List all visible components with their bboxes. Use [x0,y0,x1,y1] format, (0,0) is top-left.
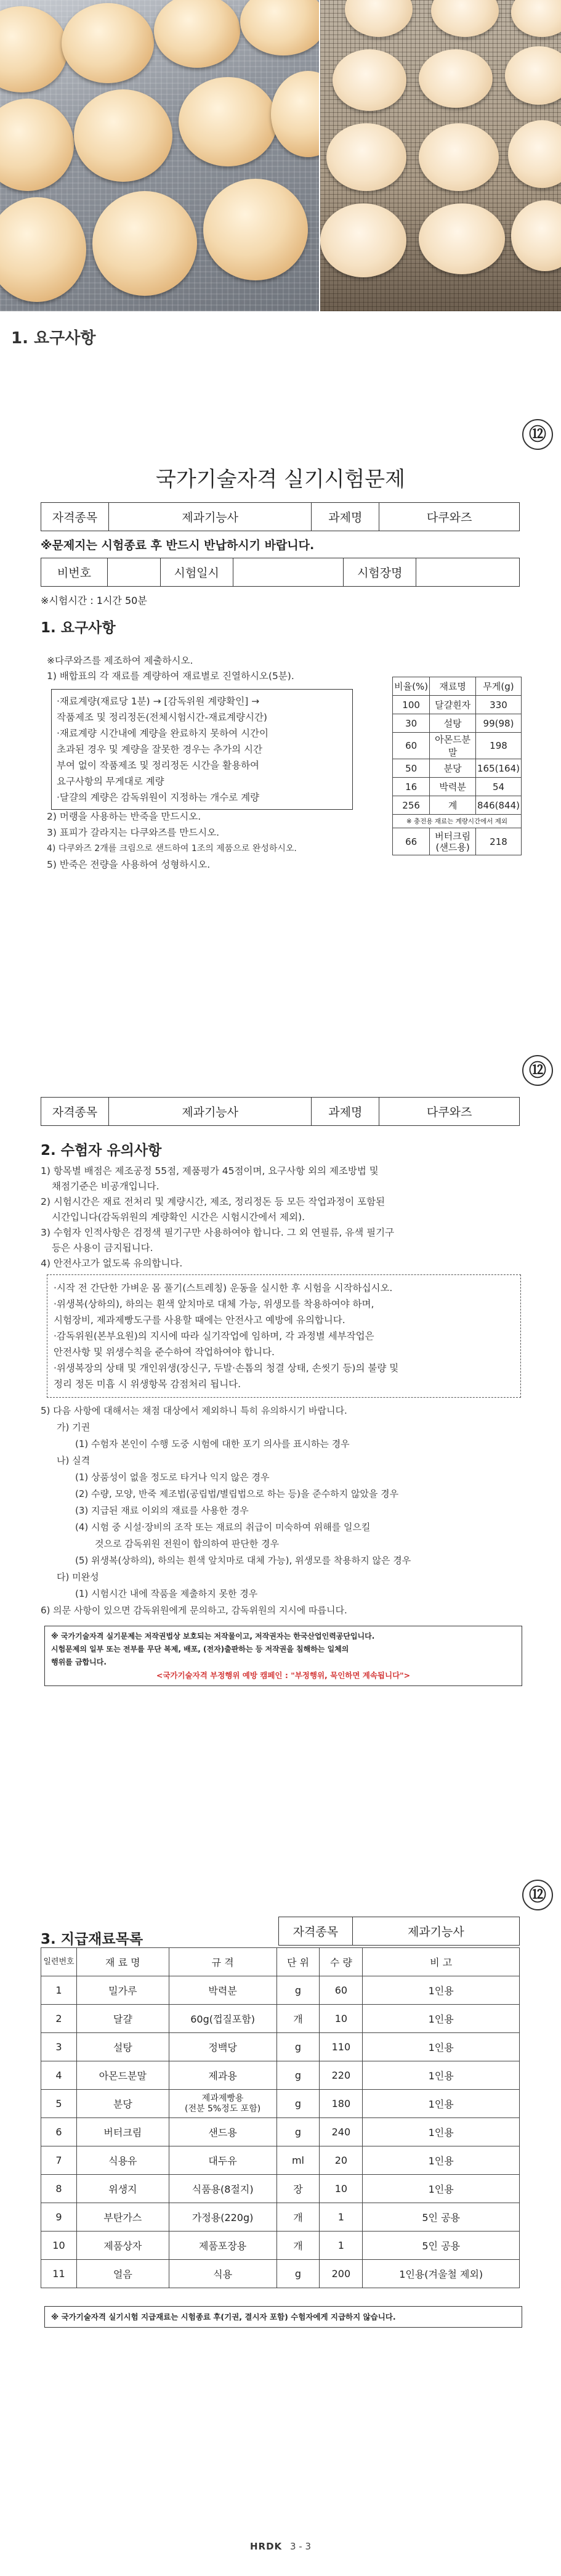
materials-notice: ※ 국가기술자격 실기시험 지급재료는 시험종료 후(기권, 결시자 포함) 수험자에게 지급하지 않습니다. [51,2312,396,2321]
materials-cell: 박력분 [169,1976,276,2005]
copyright-line: 행위를 금합니다. [51,1658,107,1666]
recipe-cell: 100 [393,696,430,714]
number-label: 비번호 [41,558,108,587]
materials-header: 수 량 [320,1948,363,1976]
hrdk-logo: HRDK [249,2541,283,2552]
materials-cell: 1 [320,2203,363,2232]
materials-cell: 설탕 [76,2033,169,2061]
materials-cell: 220 [320,2061,363,2090]
req-box-line: ·달걀의 계량은 감독위원이 지정하는 개수로 계량 [57,792,260,803]
req-item-3: 3) 표피가 갈라지는 다쿠와즈를 만드시오. [47,827,220,838]
materials-cell: 버터크림 [76,2118,169,2146]
field-label: 자격종목 [41,1098,109,1126]
disqualify-line: (5) 위생복(상하의), 하의는 흰색 앞치마로 대체 가능), 위생모를 착용하지 않은 경우 [75,1555,411,1566]
disqualify-line: (2) 수량, 모양, 반죽 제조법(공립법/별립법으로 하는 등)을 준수하지 않았을 경우 [75,1488,399,1499]
materials-cell: 1 [320,2232,363,2260]
task-label: 과제명 [312,1098,379,1126]
photo-strip [0,0,561,311]
materials-cell: 개 [276,2232,320,2260]
req-item-1: 1) 배합표의 각 재료를 계량하여 재료별로 진열하시오(5분). [47,670,294,682]
req-item-4: 4) 다쿠와즈 2개를 크림으로 샌드하여 1조의 제품으로 완성하시오. [47,844,297,854]
caution-line: 시간입니다(감독위원의 계량확인 시간은 시험시간에서 제외). [52,1212,305,1223]
exam-header-table [41,502,520,531]
materials-cell: g [276,2061,320,2090]
materials-cell: g [276,1976,320,2005]
safety-notes-box [47,1274,521,1398]
materials-cell: 10 [41,2232,77,2260]
materials-cell: 정백당 [169,2033,276,2061]
task-value: 다쿠와즈 [379,1098,520,1126]
req-box-line: 초과된 경우 및 계량을 잘못한 경우는 추가의 시간 [57,744,262,755]
materials-cell: 1인용 [363,2033,520,2061]
recipe-cell: 달걀흰자 [430,696,476,714]
materials-cell: 얼음 [76,2260,169,2288]
field-value: 제과기능사 [108,503,312,531]
materials-cell: 장 [276,2175,320,2203]
materials-cell: 1인용 [363,2175,520,2203]
materials-cell: 샌드용 [169,2118,276,2146]
materials-cell: 밀가루 [76,1976,169,2005]
req-intro: ※다쿠와즈를 제조하여 제출하시오. [47,655,193,666]
photo-dacquoise-tray-1 [0,0,319,311]
materials-cell: 8 [41,2175,77,2203]
materials-cell: 10 [320,2005,363,2033]
safety-note-line: 시험장비, 제과제빵도구를 사용할 때에는 안전사고 예방에 유의합니다. [54,1314,345,1326]
id-table [41,558,520,587]
recipe-cell: 버터크림 (샌드용) [430,828,476,855]
materials-cell: 1인용 [363,2090,520,2118]
recipe-cell: 16 [393,778,430,796]
field-label: 자격종목 [279,1917,353,1946]
materials-cell: g [276,2118,320,2146]
materials-cell: 제품포장용 [169,2232,276,2260]
photo-dacquoise-tray-2 [320,0,561,311]
materials-cell: 아몬드분말 [76,2061,169,2090]
materials-cell: 5인 공용 [363,2232,520,2260]
caution-line: 채점기준은 비공개입니다. [52,1181,159,1192]
materials-cell: 3 [41,2033,77,2061]
req-box-line: 요구사항의 무게대로 계량 [57,776,164,787]
recipe-cell: 99(98) [476,714,522,733]
recipe-cell: 설탕 [430,714,476,733]
materials-cell: 11 [41,2260,77,2288]
materials-cell: g [276,2090,320,2118]
caution-line: 1) 항목별 배점은 제조공정 55점, 제품평가 45점이며, 요구사항 외의 제조방법 및 [41,1165,379,1176]
cautions-list [41,1164,394,1271]
materials-cell: g [276,2260,320,2288]
materials-cell: 대두유 [169,2146,276,2175]
footer-page: 3 - 3 [289,2541,311,2552]
materials-cell: 180 [320,2090,363,2118]
copyright-line: ※ 국가기술자격 실기문제는 저작권법상 보호되는 저작물이고, 저작권자는 한국산업인력공단입니다. [51,1632,375,1641]
exam-title: 국가기술자격 실기시험문제 [156,467,405,492]
materials-cell: 제품상자 [76,2232,169,2260]
materials-table [41,1947,520,2288]
req-box-line: 부여 없이 작품제조 및 정리정돈 시간을 활용하여 [57,760,260,771]
caution-line: 3) 수험자 인적사항은 검정색 필기구만 사용하여야 합니다. 그 외 연필류, 유색 필기구 [41,1227,395,1238]
copyright-line: 시험문제의 일부 또는 전부를 무단 복제, 배포, (전자)출판하는 등 저작권을 침해하는 일체의 [51,1645,349,1653]
safety-note-line: ·위생복(상하의), 하의는 흰색 앞치마로 대체 가능, 위생모를 착용하여야 하며, [54,1298,374,1310]
campaign-slogan: <국가기술자격 부정행위 예방 캠페인 : "부정행위, 묵인하면 계속됩니다"> [156,1671,411,1680]
materials-cell: 9 [41,2203,77,2232]
materials-header-table [278,1917,520,1946]
materials-header: 비 고 [363,1948,520,1976]
page-footer [0,2541,561,2552]
materials-cell: 110 [320,2033,363,2061]
materials-cell: 5 [41,2090,77,2118]
materials-cell: 5인 공용 [363,2203,520,2232]
materials-cell: 제과제빵용 (전분 5%정도 포함) [169,2090,276,2118]
materials-cell: 분당 [76,2090,169,2118]
disqualify-list [41,1403,411,1619]
disqualify-line: 다) 미완성 [57,1571,99,1583]
recipe-cell: 54 [476,778,522,796]
disqualify-line: 5) 다음 사항에 대해서는 채점 대상에서 제외하니 특히 유의하시기 바랍니다. [41,1405,347,1416]
disqualify-line: 6) 의문 사항이 있으면 감독위원에게 문의하고, 감독위원의 지시에 따릅니다. [41,1605,347,1616]
place-label: 시험장명 [344,558,416,587]
recipe-cell: 60 [393,733,430,759]
safety-note-line: ·위생복장의 상태 및 개인위생(장신구, 두발·손톱의 청결 상태, 손씻기 등)의 불량 및 [54,1363,399,1374]
materials-cell: 개 [276,2203,320,2232]
materials-header: 일련번호 [41,1948,77,1976]
materials-cell: 1인용 [363,2061,520,2090]
req-item-5: 5) 반죽은 전량을 사용하여 성형하시오. [47,859,211,870]
section-heading-requirements: 1. 요구사항 [11,329,96,348]
time-limit: ※시험시간 : 1시간 50분 [41,595,147,606]
materials-cell: 1인용 [363,2146,520,2175]
caution-line: 2) 시험시간은 재료 전처리 및 계량시간, 제조, 정리정돈 등 모든 작업과정이 포함된 [41,1196,385,1207]
req-box-line: ·재료계량 시간내에 계량을 완료하지 못하여 시간이 [57,728,268,739]
materials-cell: 60g(껍질포함) [169,2005,276,2033]
recipe-header: 무게(g) [476,677,522,696]
date-value[interactable] [233,558,344,587]
requirement-box [51,689,353,810]
task-value: 다쿠와즈 [379,503,520,531]
section3-title: 3. 지급재료목록 [41,1931,143,1947]
recipe-cell: 아몬드분말 [430,733,476,759]
disqualify-line: (3) 지급된 재료 이외의 재료를 사용한 경우 [75,1505,249,1516]
materials-cell: 1 [41,1976,77,2005]
caution-line: 등은 사용이 금지됩니다. [52,1242,153,1253]
page-number-badge: ⑫ [522,1880,553,1910]
disqualify-line: (1) 시험시간 내에 작품을 제출하지 못한 경우 [75,1588,258,1599]
materials-cell: 제과용 [169,2061,276,2090]
recipe-table [392,677,522,855]
materials-cell: 2 [41,2005,77,2033]
recipe-cell: 계 [430,796,476,815]
materials-header: 재 료 명 [76,1948,169,1976]
return-notice: ※문제지는 시험종료 후 반드시 반납하시기 바랍니다. [41,539,315,552]
date-label: 시험일시 [160,558,233,587]
materials-cell: 6 [41,2118,77,2146]
recipe-cell: 분당 [430,759,476,778]
disqualify-line: 나) 실격 [57,1455,91,1466]
recipe-note: ※ 충전용 재료는 계량시간에서 제외 [393,815,522,828]
req-box-line: 작품제조 및 정리정돈(전체시험시간-재료계량시간) [57,712,267,723]
section2-title: 2. 수험자 유의사항 [41,1143,162,1159]
materials-cell: 달걀 [76,2005,169,2033]
field-value: 제과기능사 [352,1917,519,1946]
safety-note-line: ·시작 전 간단한 가벼운 몸 풀기(스트레칭) 운동을 실시한 후 시험을 시작하십시오. [54,1282,393,1294]
materials-cell: ml [276,2146,320,2175]
materials-cell: 식품용(8절지) [169,2175,276,2203]
safety-note-line: 안전사항 및 위생수칙을 준수하여 작업하여야 합니다. [54,1347,275,1358]
field-label: 자격종목 [41,503,109,531]
recipe-cell: 218 [476,828,522,855]
materials-cell: 10 [320,2175,363,2203]
materials-header: 규 격 [169,1948,276,1976]
caution-line: 4) 안전사고가 없도록 유의합니다. [41,1258,183,1269]
exam-header-table [41,1097,520,1126]
req-box-line: ·재료계량(재료당 1분) → [감독위원 계량확인] → [57,696,260,707]
recipe-cell: 66 [393,828,430,855]
materials-cell: 1인용 [363,1976,520,2005]
materials-cell: 식용유 [76,2146,169,2175]
materials-cell: 20 [320,2146,363,2175]
materials-cell: 1인용 [363,2005,520,2033]
disqualify-line: 가) 기권 [57,1422,91,1433]
materials-header: 단 위 [276,1948,320,1976]
materials-cell: g [276,2033,320,2061]
disqualify-line: (1) 수험자 본인이 수행 도중 시험에 대한 포기 의사를 표시하는 경우 [75,1438,350,1449]
materials-cell: 식용 [169,2260,276,2288]
page-number-badge: ⑫ [522,1055,553,1086]
safety-note-line: 정리 정돈 미흡 시 위생항목 감점처리 됩니다. [54,1379,241,1390]
materials-cell: 위생지 [76,2175,169,2203]
req-item-2: 2) 머랭을 사용하는 반죽을 만드시오. [47,811,201,822]
materials-cell: 1인용(겨울철 제외) [363,2260,520,2288]
materials-cell: 240 [320,2118,363,2146]
page-number-badge: ⑫ [522,419,553,450]
recipe-cell: 846(844) [476,796,522,815]
recipe-cell: 330 [476,696,522,714]
place-value[interactable] [416,558,520,587]
field-value: 제과기능사 [108,1098,312,1126]
recipe-header: 재료명 [430,677,476,696]
recipe-cell: 박력분 [430,778,476,796]
task-label: 과제명 [312,503,379,531]
recipe-cell: 50 [393,759,430,778]
materials-cell: 부탄가스 [76,2203,169,2232]
disqualify-line: (1) 상품성이 없을 정도로 타거나 익지 않은 경우 [75,1472,270,1483]
materials-cell: 1인용 [363,2118,520,2146]
recipe-cell: 165(164) [476,759,522,778]
recipe-cell: 198 [476,733,522,759]
recipe-cell: 30 [393,714,430,733]
materials-cell: 4 [41,2061,77,2090]
copyright-warning-box [44,1626,522,1686]
disqualify-line: 것으로 감독위원 전원이 합의하여 판단한 경우 [95,1538,280,1549]
materials-cell: 가정용(220g) [169,2203,276,2232]
materials-notice-box [44,2306,522,2328]
recipe-cell: 256 [393,796,430,815]
materials-cell: 200 [320,2260,363,2288]
disqualify-line: (4) 시험 중 시설·장비의 조작 또는 재료의 취급이 미숙하여 위해를 일으킬 [75,1522,371,1533]
requirements-title: 1. 요구사항 [41,620,116,636]
materials-cell: 7 [41,2146,77,2175]
number-value[interactable] [107,558,160,587]
materials-cell: 60 [320,1976,363,2005]
safety-note-line: ·감독위원(본부요원)의 지시에 따라 실기작업에 임하며, 각 과정별 세부작업은 [54,1331,374,1342]
recipe-header: 비율(%) [393,677,430,696]
materials-cell: 개 [276,2005,320,2033]
